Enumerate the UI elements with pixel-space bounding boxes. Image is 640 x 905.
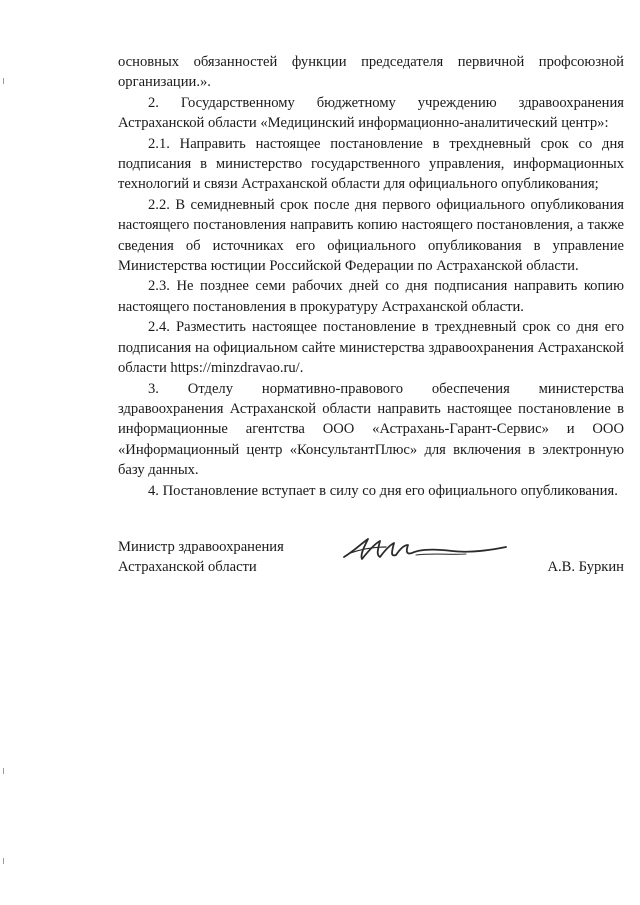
paragraph-item-2-4: 2.4. Разместить настоящее постановление в трехдневный срок со дня его подписания на официальном сайте министерства здравоохранения Астраханской области https://minzdravao.ru/. (118, 319, 624, 377)
paragraph-item-4: 4. Постановление вступает в силу со дня его официального опубликования. (148, 482, 618, 499)
signatory-title-line-1: Министр здравоохранения (118, 539, 284, 555)
signatory-name: А.В. Буркин (547, 559, 624, 575)
paragraph-item-2-2: 2.2. В семидневный срок после дня первого официального опубликования настоящего постановления направить копию настоящего постановления, а также сведения об источниках его официального опубликования в управление Министерства юстиции Российской Федерации по Астраханской области. (118, 196, 624, 275)
paragraph-item-2-3: 2.3. Не позднее семи рабочих дней со дня подписания направить копию настоящего постановления в прокуратуру Астраханской области. (118, 278, 624, 315)
scan-artifact-mark (3, 768, 4, 774)
paragraph-item-2: 2. Государственному бюджетному учреждению здравоохранения Астраханской области «Медицинский информационно-аналитический центр»: (118, 94, 624, 132)
scan-artifact-mark (3, 78, 4, 84)
signature-block (118, 537, 624, 581)
paragraph-continuation: основных обязанностей функции председателя первичной профсоюзной организации.». (118, 54, 624, 91)
scan-artifact-mark (3, 858, 4, 864)
paragraph-item-2-1: 2.1. Направить настоящее постановление в трехдневный срок со дня подписания в министерство государственного управления, информационных технологий и связи Астраханской области для официального опубликования; (118, 135, 624, 193)
paragraph-item-3: 3. Отделу нормативно-правового обеспечения министерства здравоохранения Астраханской области направить настоящее постановление в информационные агентства ООО «Астрахань-Гарант-Сервис» и ООО «Информационный центр «КонсультантПлюс» для включения в электронную базу данных. (118, 380, 624, 479)
signatory-title-line-2: Астраханской области (118, 559, 257, 575)
handwritten-signature (340, 531, 510, 567)
signatory-title (118, 537, 284, 577)
document-body (118, 52, 624, 501)
